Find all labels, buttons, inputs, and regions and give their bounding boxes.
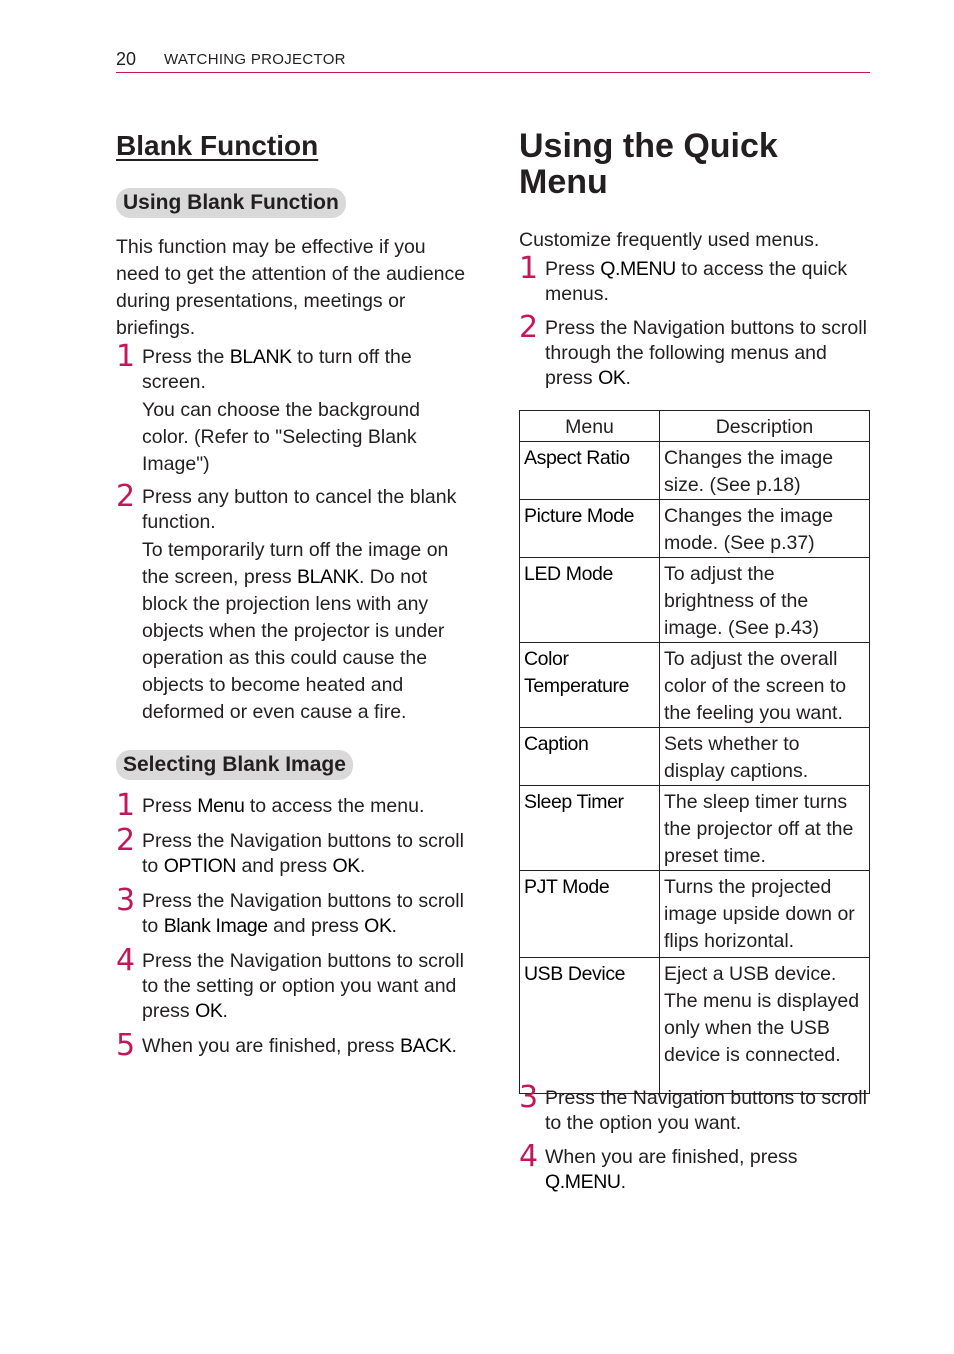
- keyword-qmenu: Q.MENU: [545, 1171, 621, 1193]
- section-title-blank-function: Blank Function: [116, 130, 319, 161]
- table-row: [520, 643, 870, 728]
- step-number: 1: [519, 251, 539, 286]
- table-row: [520, 871, 870, 958]
- menu-cell: Picture Mode: [520, 500, 660, 558]
- step-number: 4: [519, 1139, 539, 1174]
- step-note: To temporarily turn off the image on the screen, press BLANK. Do not block the projection lens with any objects when the projector is under operation as this could cause the objects to become heated and deformed or even cause a fire.: [142, 539, 449, 723]
- keyword: OK: [364, 915, 392, 937]
- subheading-using-blank-function: Using Blank Function: [116, 188, 346, 218]
- keyword-blank: BLANK: [297, 566, 359, 588]
- keyword-blank: BLANK: [229, 346, 292, 368]
- description-cell: Sets whether to display captions.: [660, 728, 870, 786]
- select-step-5: 5 When you are finished, press BACK.: [116, 1028, 457, 1063]
- qm-step-1: 1 Press Q.MENU to access the quick menus.: [519, 251, 848, 305]
- table-row: [520, 500, 870, 558]
- description-cell: Changes the image size. (See p.18): [660, 442, 870, 500]
- select-step-4: 4 Press the Navigation buttons to scroll to the setting or option you want and press OK.: [116, 943, 464, 1022]
- table-header-row: [520, 411, 870, 442]
- qm-step-3: 3 Press the Navigation buttons to scroll to the option you want.: [519, 1080, 867, 1134]
- select-step-1: 1 Press Menu to access the menu.: [116, 788, 425, 823]
- section-title-quick-menu: Using the Quick Menu: [519, 127, 778, 201]
- right-column: [519, 128, 871, 391]
- keyword: BACK: [399, 1035, 452, 1057]
- keyword: OK: [195, 1000, 223, 1022]
- step-number: 2: [519, 310, 539, 345]
- running-title: WATCHING PROJECTOR: [164, 51, 346, 68]
- menu-cell: PJT Mode: [520, 871, 660, 958]
- step-number: 1: [116, 339, 136, 374]
- blank-intro: This function may be effective if you need to get the attention of the audience during presentations, meetings or briefings.: [116, 236, 466, 339]
- description-cell: The sleep timer turns the projector off at the preset time.: [660, 786, 870, 871]
- subheading-selecting-blank-image: Selecting Blank Image: [116, 750, 353, 780]
- menu-cell: Aspect Ratio: [520, 442, 660, 500]
- step-number: 2: [116, 823, 136, 858]
- keyword: OK: [332, 855, 360, 877]
- after-table-steps: [519, 1080, 871, 1195]
- step-number: 3: [519, 1080, 539, 1115]
- table-row: [520, 728, 870, 786]
- table-row: [520, 786, 870, 871]
- step-number: 1: [116, 788, 136, 823]
- menu-cell: USB Device: [520, 958, 660, 1094]
- table-row: [520, 442, 870, 500]
- table-row: [520, 958, 870, 1094]
- left-column: [116, 128, 466, 1063]
- keyword: Menu: [197, 795, 245, 817]
- keyword: Blank Image: [163, 915, 268, 937]
- column-header-description: Description: [660, 411, 870, 442]
- step-note: You can choose the background color. (Refer to "Selecting Blank Image"): [142, 399, 420, 475]
- select-step-2: 2 Press the Navigation buttons to scroll to OPTION and press OK.: [116, 823, 464, 877]
- quick-menu-table: [519, 410, 870, 1094]
- page-number: 20: [116, 49, 137, 69]
- step-number: 5: [116, 1028, 136, 1063]
- description-cell: Eject a USB device. The menu is displayed only when the USB device is connected.: [660, 958, 870, 1094]
- keyword-qmenu: Q.MENU: [600, 258, 676, 280]
- menu-cell: Color Temperature: [520, 643, 660, 728]
- step-number: 2: [116, 479, 136, 514]
- description-cell: To adjust the overall color of the screen to the feeling you want.: [660, 643, 870, 728]
- blank-step-2: 2 Press any button to cancel the blank function. To temporarily turn off the image on the screen, press BLANK. Do not block the projection lens with any objects when the projector is under operation as this could cause the objects to become heated and deformed or even cause a fire.: [116, 485, 466, 726]
- running-header: [116, 48, 870, 73]
- menu-cell: Caption: [520, 728, 660, 786]
- step-number: 3: [116, 883, 136, 918]
- column-header-menu: Menu: [520, 411, 660, 442]
- qm-step-2: 2 Press the Navigation buttons to scroll through the following menus and press OK.: [519, 310, 867, 389]
- select-step-3: 3 Press the Navigation buttons to scroll to Blank Image and press OK.: [116, 883, 464, 937]
- description-cell: Changes the image mode. (See p.37): [660, 500, 870, 558]
- description-cell: Turns the projected image upside down or flips horizontal.: [660, 871, 870, 958]
- step-number: 4: [116, 943, 136, 978]
- keyword-ok: OK: [598, 367, 626, 389]
- blank-step-1: 1 Press the BLANK to turn off the screen. You can choose the background color. (Refer to "Selecting Blank Image"): [116, 345, 466, 478]
- menu-cell: LED Mode: [520, 558, 660, 643]
- quick-menu-intro: Customize frequently used menus.: [519, 229, 820, 251]
- description-cell: To adjust the brightness of the image. (See p.43): [660, 558, 870, 643]
- table-row: [520, 558, 870, 643]
- keyword: OPTION: [163, 855, 237, 877]
- qm-step-4: 4 When you are finished, press Q.MENU.: [519, 1139, 798, 1193]
- menu-cell: Sleep Timer: [520, 786, 660, 871]
